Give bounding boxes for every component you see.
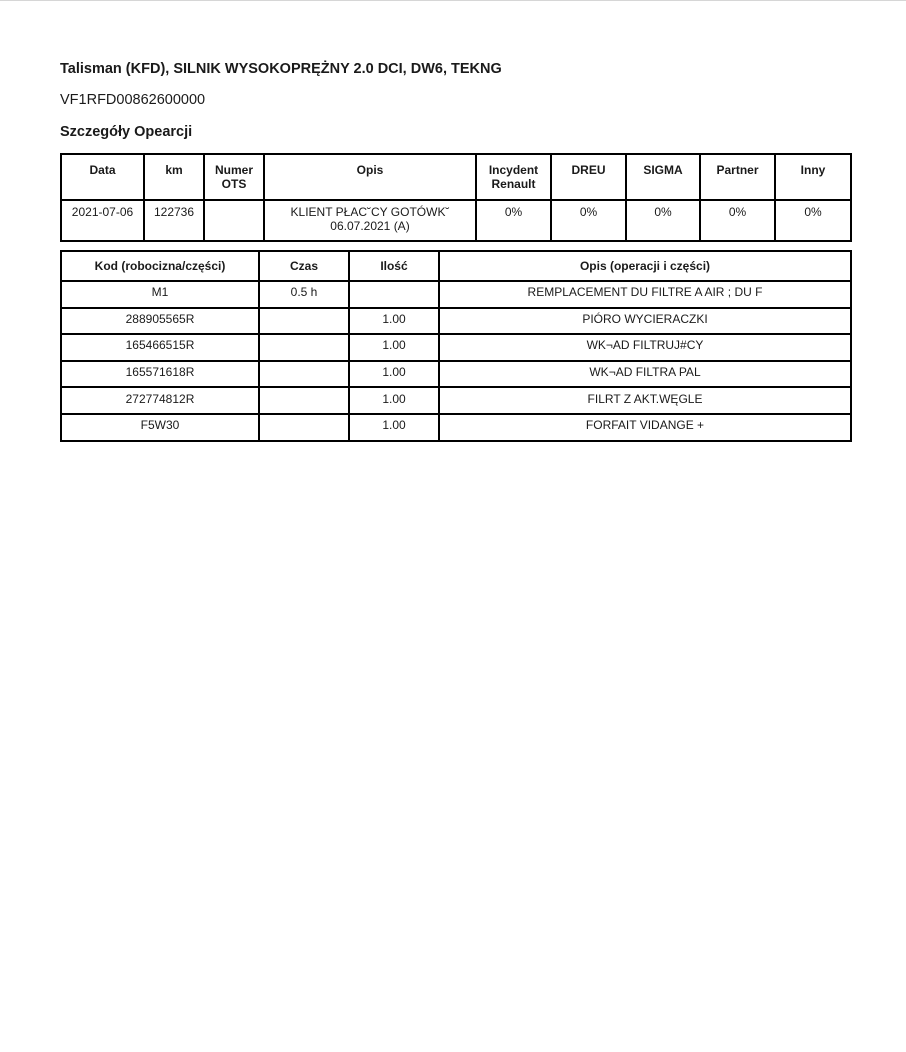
col-header-czas: Czas — [259, 251, 349, 281]
cell-inny: 0% — [775, 200, 851, 241]
parts-table — [60, 250, 852, 442]
col-header-kod: Kod (robocizna/części) — [61, 251, 259, 281]
cell-czas — [259, 334, 349, 361]
cell-kod: 165466515R — [61, 334, 259, 361]
cell-ilosc: 1.00 — [349, 414, 439, 441]
col-header-opis-operacji: Opis (operacji i części) — [439, 251, 851, 281]
cell-kod: F5W30 — [61, 414, 259, 441]
col-header-partner: Partner — [700, 154, 775, 200]
col-header-incydent-renault: Incydent Renault — [476, 154, 551, 200]
cell-opis-operacji: REMPLACEMENT DU FILTRE A AIR ; DU F — [439, 281, 851, 308]
cell-sigma: 0% — [626, 200, 700, 241]
table-row — [61, 387, 851, 414]
parts-header-row — [61, 251, 851, 281]
cell-partner: 0% — [700, 200, 775, 241]
cell-czas — [259, 361, 349, 388]
cell-opis-operacji: WK¬AD FILTRA PAL — [439, 361, 851, 388]
table-row — [61, 414, 851, 441]
cell-kod: 272774812R — [61, 387, 259, 414]
section-title: Szczegóły Opearcji — [60, 124, 193, 140]
cell-numer-ots — [204, 200, 264, 241]
cell-ilosc: 1.00 — [349, 308, 439, 335]
cell-opis-operacji: WK¬AD FILTRUJ#CY — [439, 334, 851, 361]
table-row — [61, 308, 851, 335]
cell-czas — [259, 308, 349, 335]
table-row — [61, 361, 851, 388]
cell-czas — [259, 414, 349, 441]
cell-opis: KLIENT PŁAC˘CY GOTÓWK˘ 06.07.2021 (A) — [264, 200, 476, 241]
cell-ilosc: 1.00 — [349, 334, 439, 361]
operations-header-row — [61, 154, 851, 200]
cell-incydent-renault: 0% — [476, 200, 551, 241]
table-row — [61, 200, 851, 241]
col-header-ilosc: Ilość — [349, 251, 439, 281]
cell-kod: 288905565R — [61, 308, 259, 335]
cell-km: 122736 — [144, 200, 204, 241]
cell-kod: 165571618R — [61, 361, 259, 388]
table-row — [61, 281, 851, 308]
vin-number: VF1RFD00862600000 — [60, 92, 206, 108]
cell-opis-operacji: PIÓRO WYCIERACZKI — [439, 308, 851, 335]
cell-ilosc: 1.00 — [349, 387, 439, 414]
operations-table — [60, 153, 852, 242]
cell-ilosc: 1.00 — [349, 361, 439, 388]
cell-kod: M1 — [61, 281, 259, 308]
cell-date: 2021-07-06 — [61, 200, 144, 241]
cell-opis-operacji: FILRT Z AKT.WĘGLE — [439, 387, 851, 414]
cell-ilosc — [349, 281, 439, 308]
col-header-inny: Inny — [775, 154, 851, 200]
cell-opis-operacji: FORFAIT VIDANGE + — [439, 414, 851, 441]
col-header-numer-ots: Numer OTS — [204, 154, 264, 200]
col-header-km: km — [144, 154, 204, 200]
col-header-dreu: DREU — [551, 154, 626, 200]
col-header-opis: Opis — [264, 154, 476, 200]
col-header-data: Data — [61, 154, 144, 200]
table-row — [61, 334, 851, 361]
top-rule — [0, 0, 906, 1]
vehicle-title: Talisman (KFD), SILNIK WYSOKOPRĘŻNY 2.0 DCI, DW6, TEKNG — [60, 61, 502, 77]
cell-czas: 0.5 h — [259, 281, 349, 308]
cell-czas — [259, 387, 349, 414]
cell-dreu: 0% — [551, 200, 626, 241]
col-header-sigma: SIGMA — [626, 154, 700, 200]
